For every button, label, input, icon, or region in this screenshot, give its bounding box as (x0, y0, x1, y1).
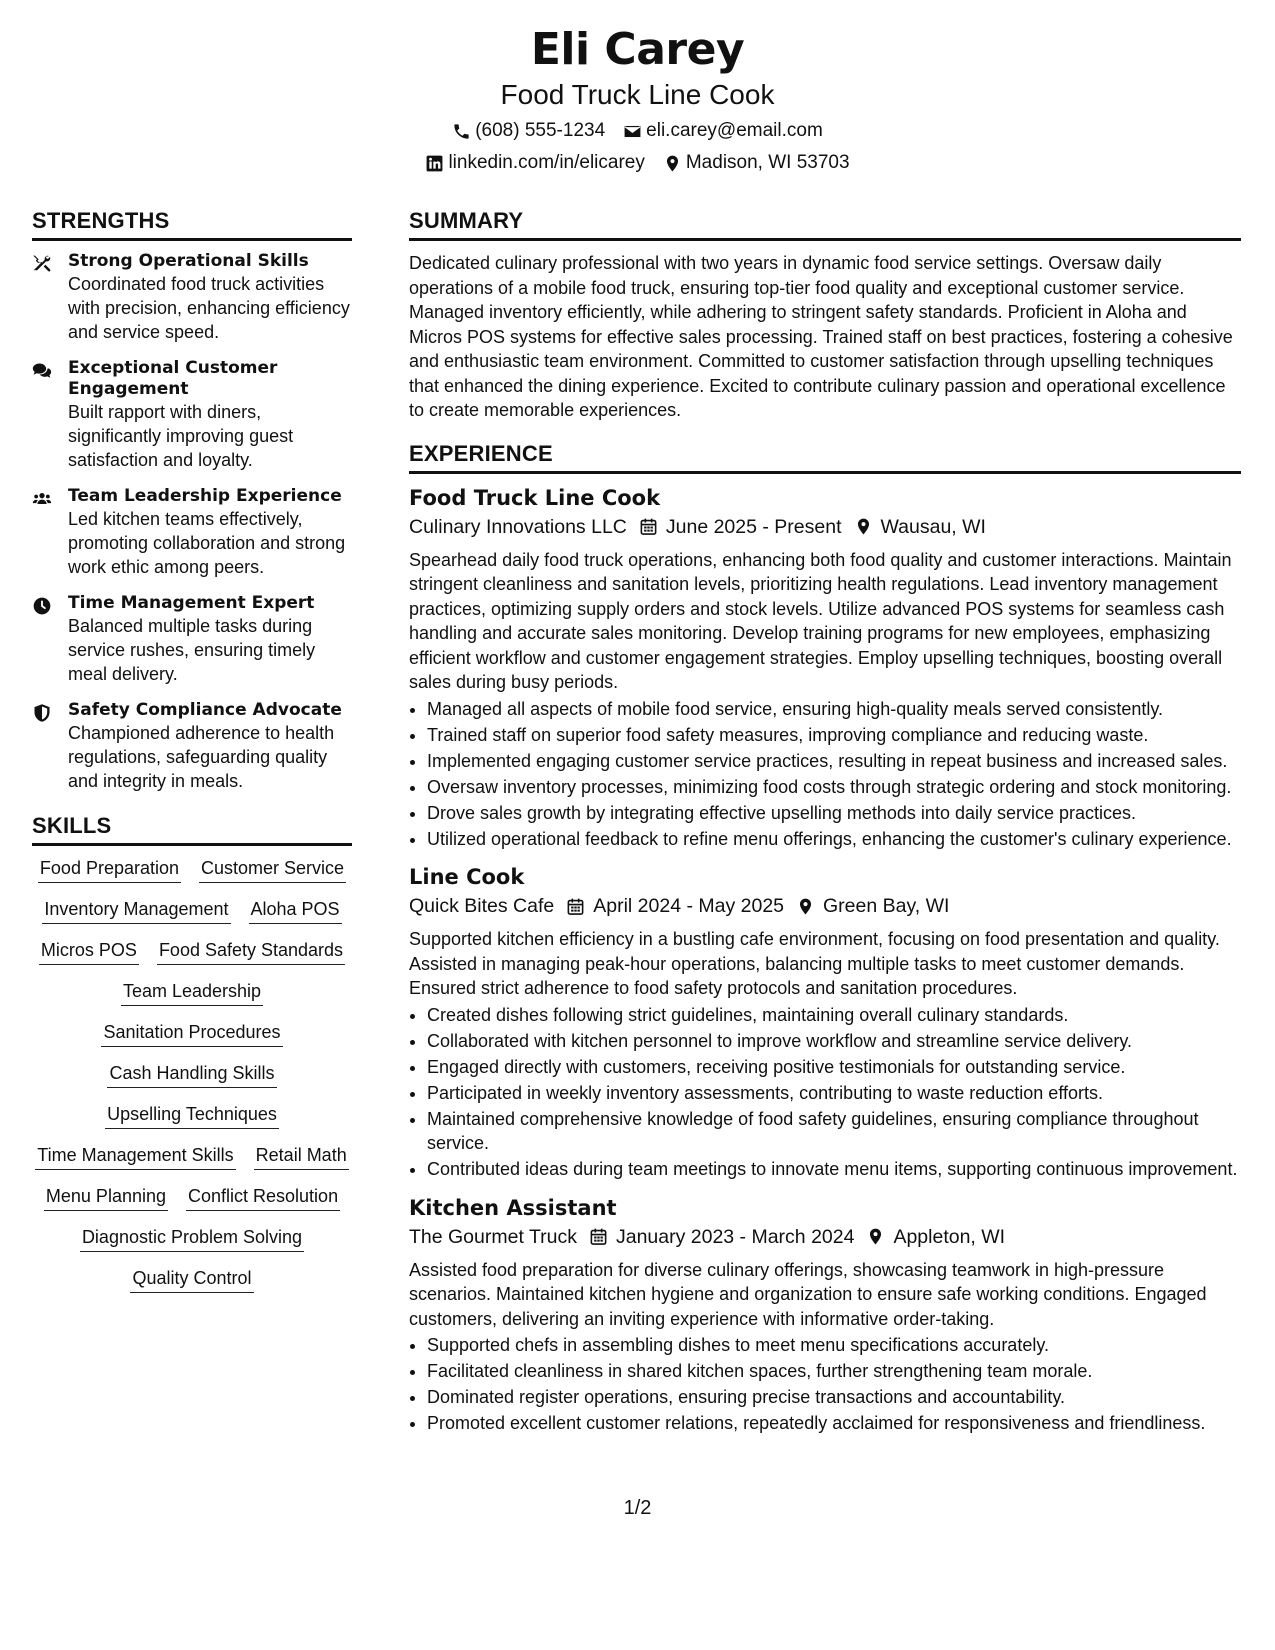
skill-tag: Time Management Skills (35, 1143, 235, 1170)
users-icon (32, 489, 52, 509)
comments-icon (32, 361, 52, 381)
job-location: Wausau, WI (880, 515, 986, 538)
phone-icon (452, 122, 471, 141)
strength-title: Safety Compliance Advocate (68, 700, 342, 720)
contact-row-1 (0, 118, 1275, 144)
job-bullet: • Participated in weekly inventory assessments, contributing to waste reduction efforts. (427, 1081, 1241, 1106)
job-bullet: • Managed all aspects of mobile food service, ensuring high-quality meals served consistently. (427, 697, 1241, 722)
job-bullet: • Maintained comprehensive knowledge of food safety guidelines, ensuring compliance throughout service. (427, 1107, 1241, 1156)
skill-tag: Aloha POS (249, 897, 342, 924)
left-column (32, 206, 352, 1293)
skill-tag: Cash Handling Skills (107, 1061, 276, 1088)
email-text: eli.carey@email.com (646, 120, 823, 141)
strength-item (32, 486, 352, 579)
calendar-icon (589, 1227, 608, 1246)
skill-tag: Diagnostic Problem Solving (80, 1225, 304, 1252)
job-bullet: • Facilitated cleanliness in shared kitchen spaces, further strengthening team morale. (427, 1359, 1241, 1384)
strength-title: Strong Operational Skills (68, 251, 309, 271)
job-title: Line Cook (409, 865, 525, 889)
skill-tag: Food Safety Standards (157, 938, 345, 965)
strength-title: Time Management Expert (68, 593, 315, 613)
job-meta (409, 1222, 1241, 1252)
job-bullet: • Trained staff on superior food safety measures, improving compliance and reducing waste. (427, 723, 1241, 748)
job-bullets (409, 697, 1241, 852)
linkedin-text: linkedin.com/in/elicarey (448, 152, 645, 173)
skill-tag: Team Leadership (121, 979, 263, 1006)
job-bullet: • Engaged directly with customers, receiving positive testimonials for outstanding service. (427, 1055, 1241, 1080)
job-bullet: • Implemented engaging customer service practices, resulting in repeat business and increased sales. (427, 749, 1241, 774)
calendar-icon (639, 517, 658, 536)
skills-heading: SKILLS (32, 811, 352, 846)
strength-item (32, 358, 352, 472)
linkedin-icon (425, 154, 444, 173)
skill-tag: Micros POS (39, 938, 139, 965)
job-meta (409, 891, 1241, 921)
envelope-icon (623, 122, 642, 141)
phone-text: (608) 555-1234 (475, 120, 606, 141)
skill-tag: Quality Control (130, 1266, 253, 1293)
job-meta (409, 512, 1241, 542)
map-pin-icon (663, 154, 682, 173)
job-company: Quick Bites Cafe (409, 895, 555, 917)
job-dates: June 2025 - Present (665, 515, 842, 538)
contact-email[interactable] (623, 118, 823, 144)
job-bullet: • Supported chefs in assembling dishes to meet menu specifications accurately. (427, 1333, 1241, 1358)
job-entry (409, 484, 1241, 852)
contact-phone (452, 118, 605, 144)
experience-heading: EXPERIENCE (409, 439, 1241, 474)
job-dates: January 2023 - March 2024 (615, 1225, 855, 1248)
contact-location (663, 150, 850, 176)
strengths-heading: STRENGTHS (32, 206, 352, 241)
skill-tag: Sanitation Procedures (101, 1020, 282, 1047)
map-pin-icon (866, 1227, 885, 1246)
clock-icon (32, 596, 52, 616)
strength-title: Team Leadership Experience (68, 486, 342, 506)
job-bullets (409, 1333, 1241, 1436)
skill-tag: Customer Service (199, 856, 346, 883)
location-text: Madison, WI 53703 (685, 152, 850, 173)
resume-header (0, 22, 1275, 176)
job-bullet: • Collaborated with kitchen personnel to improve workflow and streamline service delivery. (427, 1029, 1241, 1054)
job-title: Food Truck Line Cook (409, 485, 661, 510)
job-title: Kitchen Assistant (409, 1195, 617, 1220)
job-entry (409, 1194, 1241, 1436)
skills-list (32, 856, 352, 1293)
strength-description: Coordinated food truck activities with precision, enhancing efficiency and service speed. (68, 274, 350, 342)
job-company: Culinary Innovations LLC (409, 515, 627, 538)
candidate-headline: Food Truck Line Cook (500, 79, 775, 110)
job-description: Assisted food preparation for diverse culinary offerings, showcasing teamwork in high-pressure scenarios. Maintained kitchen hygiene and organization to ensure safe working conditions. Engaged customers, delivering an inviting experience with informative order-taking. (409, 1259, 1207, 1329)
strength-description: Championed adherence to health regulations, safeguarding quality and integrity in meals. (68, 723, 335, 791)
job-bullet: • Contributed ideas during team meetings to innovate menu items, supporting continuous improvement. (427, 1157, 1241, 1182)
job-company: The Gourmet Truck (409, 1225, 577, 1248)
strength-description: Led kitchen teams effectively, promoting collaboration and strong work ethic among peers. (68, 509, 346, 577)
strength-description: Balanced multiple tasks during service rushes, ensuring timely meal delivery. (68, 616, 316, 684)
right-column (409, 206, 1241, 1448)
skill-tag: Menu Planning (44, 1184, 168, 1211)
strength-item (32, 700, 352, 793)
page-number: 1/2 (623, 1497, 652, 1519)
job-bullet: • Dominated register operations, ensuring precise transactions and accountability. (427, 1385, 1241, 1410)
job-description: Supported kitchen efficiency in a bustling cafe environment, focusing on food presentation and quality. Assisted in managing peak-hour operations, balancing multiple tasks to meet customer demands. Ensured strict adherence to food safety protocols and sanitation procedures. (409, 929, 1220, 998)
map-pin-icon (854, 517, 873, 536)
job-dates: April 2024 - May 2025 (593, 895, 785, 917)
strength-item (32, 593, 352, 686)
skill-tag: Food Preparation (38, 856, 181, 883)
job-description: Spearhead daily food truck operations, enhancing both food quality and customer interactions. Maintain stringent cleanliness and sanitation levels, prioritizing health regulations. Lead inventory management practices, optimizing supply orders and stock levels. Utilize advanced POS systems for seamless cash handling and accurate sales monitoring. Develop training programs for new employees, emphasizing efficient workflow and customer engagement strategies. Employ upselling techniques, boosting overall sales during busy periods. (409, 549, 1232, 692)
strength-item (32, 251, 352, 344)
strength-title: Exceptional Customer Engagement (68, 358, 278, 399)
job-bullet: • Created dishes following strict guidelines, maintaining overall culinary standards. (427, 1003, 1241, 1028)
job-location: Green Bay, WI (823, 895, 950, 917)
shield-icon (32, 703, 52, 723)
job-bullet: • Utilized operational feedback to refine menu offerings, enhancing the customer's culinary experience. (427, 827, 1241, 852)
summary-text: Dedicated culinary professional with two years in dynamic food service settings. Oversaw daily operations of a mobile food truck, ensuring top-tier food quality and exceptional customer service. Managed inventory efficiently, while adhering to stringent safety standards. Proficient in Aloha and Micros POS systems for effective sales processing. Trained staff on best practices, fostering a cohesive and enthusiastic team environment. Committed to customer satisfaction through upselling techniques that enhanced the dining experience. Excited to contribute culinary passion and operational excellence to create memorable experiences. (409, 253, 1233, 420)
contact-linkedin[interactable] (425, 150, 644, 176)
job-entry (409, 863, 1241, 1182)
candidate-name: Eli Carey (530, 24, 745, 75)
tools-icon (32, 254, 52, 274)
skill-tag: Conflict Resolution (186, 1184, 340, 1211)
job-bullet: • Promoted excellent customer relations, repeatedly acclaimed for responsiveness and friendliness. (427, 1411, 1241, 1436)
job-bullet: • Drove sales growth by integrating effective upselling methods into daily service practices. (427, 801, 1241, 826)
skill-tag: Inventory Management (42, 897, 230, 924)
skill-tag: Upselling Techniques (105, 1102, 279, 1129)
job-bullets (409, 1003, 1241, 1182)
skill-tag: Retail Math (254, 1143, 349, 1170)
map-pin-icon (796, 897, 815, 916)
contact-row-2 (0, 150, 1275, 176)
summary-heading: SUMMARY (409, 206, 1241, 241)
job-location: Appleton, WI (893, 1225, 1006, 1248)
strength-description: Built rapport with diners, significantly improving guest satisfaction and loyalty. (68, 402, 294, 470)
job-bullet: • Oversaw inventory processes, minimizing food costs through strategic ordering and stock monitoring. (427, 775, 1241, 800)
calendar-icon (566, 897, 585, 916)
